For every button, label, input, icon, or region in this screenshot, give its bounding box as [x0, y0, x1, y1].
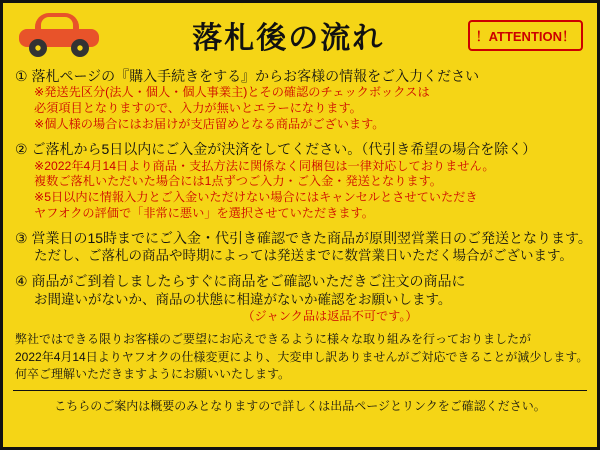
step-note: ※2022年4月14日より商品・支払方法に関係なく同梱包は一律対応しておりません。 [34, 158, 495, 173]
footer-note [3, 331, 597, 383]
step-text: ご落札から5日以内にご入金が決済をしてください。（代引き希望の場合を除く） [31, 141, 537, 158]
step-line [15, 229, 592, 247]
list-item [15, 67, 585, 133]
footer-line: 2022年4月14日よりヤフオクの仕様変更により、大変申し訳ありませんがご対応できることが減少します。 [15, 349, 589, 364]
step-line [15, 67, 585, 85]
step-text: 落札ページの『購入手続きをする』からお客様の情報をご入力ください [31, 68, 480, 84]
step-note: 複数ご落札いただいた場合には1点ずつご入力・ご入金・発送となります。 [34, 174, 442, 189]
attention-badge: ！ATTENTION！ [468, 20, 583, 51]
step-note: ※5日以内に情報入力とご入金いただけない場合にはキャンセルとさせていただき [34, 190, 478, 205]
list-item [15, 272, 585, 324]
step-note: ※発送先区分(法人・個人・個人事業主)とその確認のチェックボックスは [34, 85, 430, 100]
step-number: ③ [15, 229, 28, 246]
header [3, 3, 597, 67]
step-number: ④ [15, 273, 28, 290]
footer-line: 何卒ご理解いただきますようにお願いいたします。 [15, 367, 291, 382]
step-note: （ジャンク品は返品不可です。） [242, 308, 418, 323]
steps-list [3, 67, 597, 324]
bottom-note: こちらのご案内は概要のみとなりますので詳しくは出品ページとリンクをご確認ください。 [54, 398, 546, 413]
page-title: 落札後の流れ [192, 22, 385, 55]
step-note: 必須項目となりますので、入力が無いとエラーになります。 [34, 101, 362, 116]
car-icon [17, 11, 103, 59]
footer-line: 弊社ではできる限りお客様のご要望にお応えできるように様々な取り組みを行っておりましたが [15, 332, 532, 347]
step-number: ② [15, 141, 28, 158]
step-line [15, 272, 585, 290]
step-note: ※個人様の場合にはお届けが支店留めとなる商品がございます。 [34, 117, 385, 132]
step-number: ① [15, 68, 28, 84]
step-text: 商品がご到着しましたらすぐに商品をご確認いただきご注文の商品に [31, 273, 466, 290]
list-item [15, 140, 585, 222]
step-text: お間違いがないか、商品の状態に相違がないか確認をお願いします。 [34, 291, 452, 307]
step-text: ただし、ご落札の商品や時期によっては発送までに数営業日いただく場合がございます。 [34, 248, 573, 264]
step-note: ヤフオクの評価で「非常に悪い」を選択させていただきます。 [34, 206, 374, 221]
step-text: 営業日の15時までにご入金・代引き確認できた商品が原則翌営業日のご発送となります。 [31, 229, 592, 246]
step-line [15, 140, 585, 158]
list-item [15, 229, 592, 265]
